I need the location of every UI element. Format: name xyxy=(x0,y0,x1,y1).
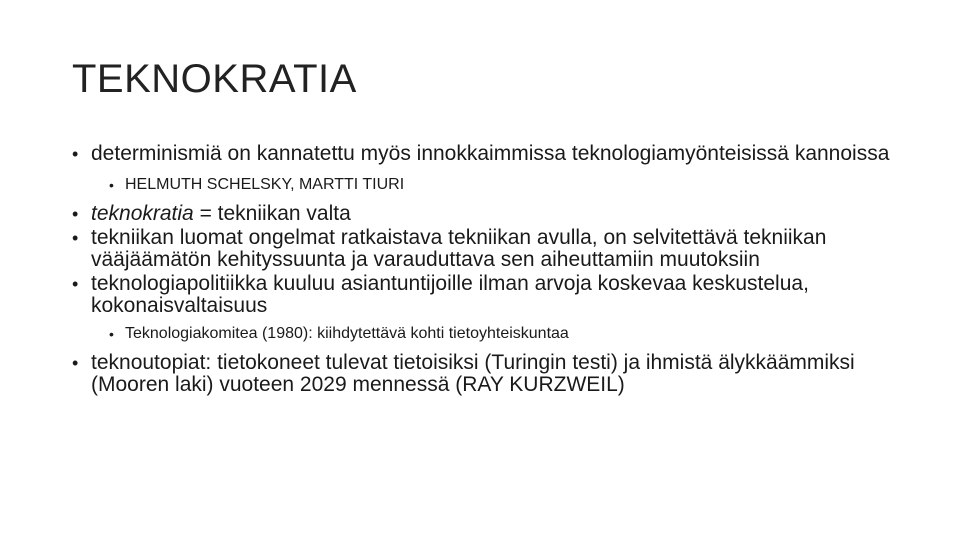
sub-bullet-icon: • xyxy=(109,326,114,342)
bullet-icon: • xyxy=(72,144,79,164)
sub-bullet-icon: • xyxy=(109,177,114,193)
bullet-text: tekniikan luomat ongelmat ratkaistava tekniikan avulla, on selvitettävä tekniikan vääjäämätön kehityssuunta ja varauduttava sen aiheuttamiin muutoksiin xyxy=(91,226,827,271)
bullet-item-policy xyxy=(72,273,892,317)
bullet-icon: • xyxy=(72,204,79,224)
bullet-text: determinismiä on kannatettu myös innokkaimmissa teknologiamyönteisissä kannoissa xyxy=(91,142,890,165)
sub-bullet-text: Teknologiakomitea (1980): kiihdytettävä kohti tietoyhteiskuntaa xyxy=(125,325,569,342)
bullet-item-problems xyxy=(72,227,892,271)
slide-body xyxy=(72,143,892,396)
sub-bullet-item-committee xyxy=(72,324,892,344)
bullet-italic-term: teknokratia xyxy=(91,202,194,225)
bullet-text: teknoutopiat: tietokoneet tulevat tietoisiksi (Turingin testi) ja ihmistä älykkäämmiksi (Mooren laki) vuoteen 2029 mennessä (RAY KURZWEIL) xyxy=(91,351,855,396)
slide-title: TEKNOKRATIA xyxy=(72,57,357,101)
bullet-text: teknologiapolitiikka kuuluu asiantuntijoille ilman arvoja koskevaa keskustelua, kokonaisvaltaisuus xyxy=(91,272,809,317)
sub-bullet-item-names xyxy=(72,175,892,195)
bullet-icon: • xyxy=(72,274,79,294)
bullet-icon: • xyxy=(72,353,79,373)
bullet-text: = tekniikan valta xyxy=(193,202,351,225)
bullet-item-technoutopia xyxy=(72,352,892,396)
sub-bullet-text: HELMUTH SCHELSKY, MARTTI TIURI xyxy=(125,176,405,193)
bullet-icon: • xyxy=(72,228,79,248)
bullet-item-teknokratia xyxy=(72,203,892,225)
bullet-item-determinism xyxy=(72,143,892,165)
